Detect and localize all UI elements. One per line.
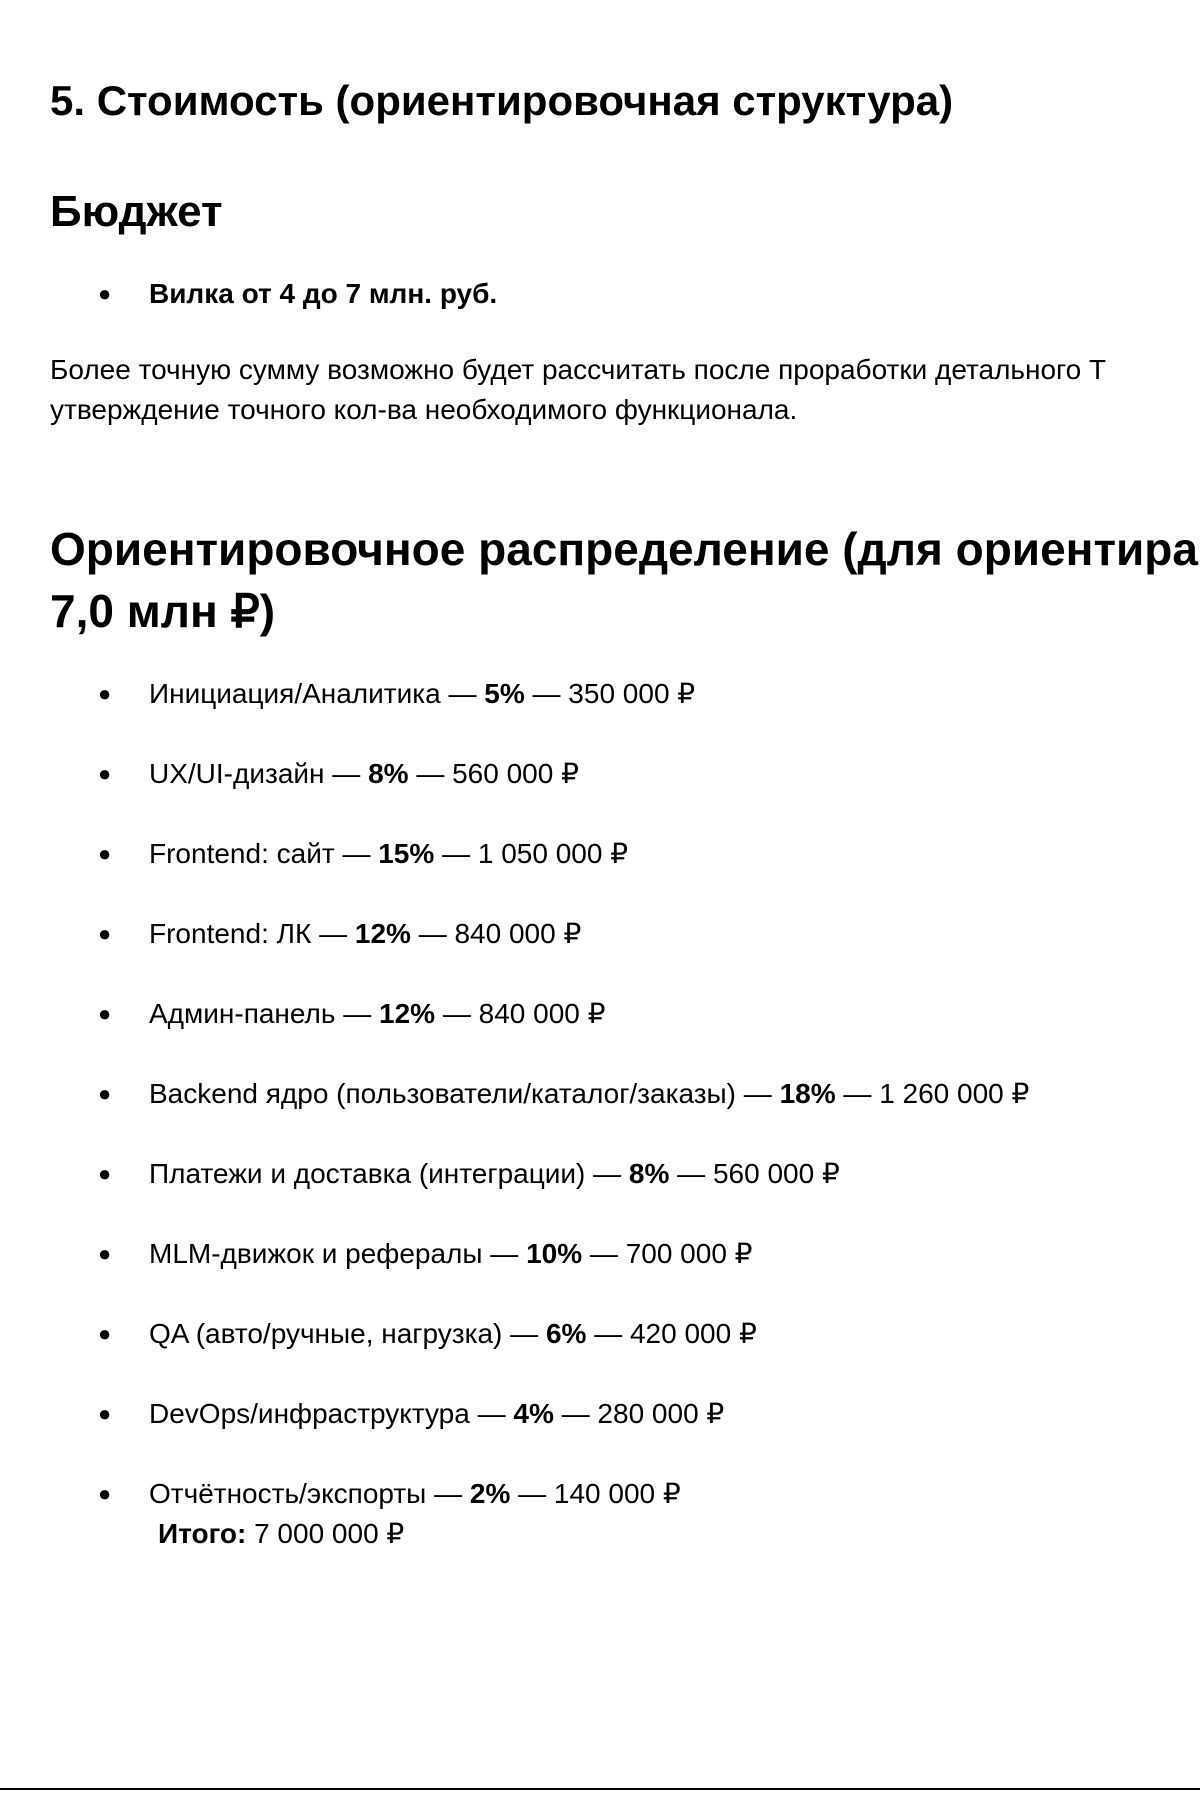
item-separator: — [332, 758, 361, 789]
item-name: Отчётность/экспорты [149, 1478, 427, 1509]
item-separator: — [518, 1478, 547, 1509]
item-percent: 8% [368, 758, 409, 789]
distribution-heading-line-2: 7,0 млн ₽) [50, 585, 276, 637]
item-separator: — [442, 838, 471, 869]
item-amount: 560 000 ₽ [712, 1158, 840, 1189]
item-separator: — [434, 1478, 463, 1509]
item-amount: 840 000 ₽ [478, 998, 606, 1029]
distribution-item [0, 1394, 1200, 1474]
item-separator: — [342, 838, 371, 869]
item-amount: 350 000 ₽ [568, 678, 696, 709]
budget-range-text: Вилка от 4 до 7 млн. руб. [149, 278, 498, 309]
bullet-icon: ● [98, 921, 112, 946]
item-percent: 8% [628, 1158, 670, 1189]
distribution-item-text [149, 914, 581, 954]
distribution-item-text [149, 1234, 753, 1274]
item-amount: 700 000 ₽ [625, 1238, 753, 1269]
distribution-item [0, 1234, 1200, 1314]
item-name: MLM-движок и рефералы [149, 1238, 483, 1269]
item-name: Платежи и доставка (интеграции) [149, 1158, 586, 1189]
item-name: Frontend: ЛК [149, 918, 312, 949]
distribution-item-text [149, 834, 628, 874]
item-percent: 12% [379, 998, 436, 1029]
item-amount: 560 000 ₽ [452, 758, 579, 789]
item-separator: — [442, 998, 471, 1029]
item-name: Backend ядро (пользователи/каталог/заказы) [149, 1078, 737, 1109]
distribution-list [0, 674, 1200, 1554]
bullet-icon: ● [98, 1001, 112, 1026]
distribution-item [0, 754, 1200, 834]
item-name: UX/UI-дизайн [149, 758, 325, 789]
item-amount: 140 000 ₽ [553, 1478, 681, 1509]
item-separator: — [448, 678, 477, 709]
item-amount: 280 000 ₽ [597, 1398, 725, 1429]
item-name: Frontend: сайт [149, 838, 335, 869]
distribution-item-text [149, 994, 605, 1034]
item-amount: 1 260 000 ₽ [879, 1078, 1030, 1109]
item-separator: — [561, 1398, 590, 1429]
item-amount: 840 000 ₽ [454, 918, 582, 949]
distribution-item-text [149, 1154, 840, 1194]
item-separator: — [477, 1398, 506, 1429]
item-percent: 15% [378, 838, 435, 869]
item-name: DevOps/инфраструктура [149, 1398, 470, 1429]
bullet-icon: ● [98, 1081, 112, 1106]
item-name: QA (авто/ручные, нагрузка) [149, 1318, 503, 1349]
item-percent: 6% [545, 1318, 587, 1349]
item-separator: — [843, 1078, 872, 1109]
distribution-item-text [149, 1074, 1029, 1114]
item-separator: — [589, 1238, 618, 1269]
item-separator: — [532, 678, 561, 709]
item-separator: — [418, 918, 447, 949]
distribution-item-text [149, 754, 579, 794]
budget-note [50, 350, 1200, 430]
item-percent: 5% [484, 678, 525, 709]
distribution-item [0, 674, 1200, 754]
item-separator: — [510, 1318, 539, 1349]
bullet-icon: ● [98, 841, 112, 866]
total-line [158, 1514, 404, 1554]
item-separator: — [593, 1158, 622, 1189]
bullet-icon: ● [98, 1241, 112, 1266]
item-percent: 2% [469, 1478, 511, 1509]
distribution-item [0, 1314, 1200, 1394]
budget-heading: Бюджет [50, 187, 223, 236]
item-percent: 12% [354, 918, 411, 949]
item-percent: 4% [513, 1398, 554, 1429]
item-name: Админ-панель [149, 998, 336, 1029]
bullet-icon: ● [98, 1321, 112, 1346]
distribution-heading [50, 518, 1198, 642]
item-separator: — [343, 998, 372, 1029]
total-value: 7 000 000 ₽ [254, 1518, 405, 1549]
distribution-item [0, 914, 1200, 994]
item-separator: — [743, 1078, 772, 1109]
bullet-icon: ● [98, 681, 112, 706]
section-heading: 5. Стоимость (ориентировочная структура) [50, 77, 954, 124]
page-bottom-divider [0, 1788, 1200, 1790]
distribution-heading-line-1: Ориентировочное распределение (для ориентира [50, 523, 1198, 575]
distribution-item-text [149, 1314, 757, 1354]
budget-note-line-1: Более точную сумму возможно будет рассчитать после проработки детального Т [50, 354, 1107, 385]
distribution-item-text [149, 674, 695, 714]
bullet-icon: ● [98, 1401, 112, 1426]
item-amount: 1 050 000 ₽ [477, 838, 629, 869]
bullet-icon: ● [98, 281, 112, 306]
distribution-item-text [149, 1394, 724, 1434]
bullet-icon: ● [98, 1161, 112, 1186]
item-separator: — [594, 1318, 623, 1349]
item-separator: — [490, 1238, 519, 1269]
item-percent: 18% [779, 1078, 836, 1109]
distribution-item [0, 994, 1200, 1074]
item-separator: — [319, 918, 348, 949]
bullet-icon: ● [98, 761, 112, 786]
distribution-item [0, 834, 1200, 914]
distribution-item [0, 1154, 1200, 1234]
total-label: Итого: [158, 1518, 247, 1549]
bullet-icon: ● [98, 1481, 112, 1506]
item-amount: 420 000 ₽ [629, 1318, 757, 1349]
item-percent: 10% [526, 1238, 583, 1269]
item-name: Инициация/Аналитика [149, 678, 441, 709]
item-separator: — [416, 758, 445, 789]
distribution-item [0, 1074, 1200, 1154]
item-separator: — [677, 1158, 706, 1189]
budget-note-line-2: утверждение точного кол-ва необходимого функционала. [50, 394, 798, 425]
distribution-item-text [149, 1474, 681, 1514]
